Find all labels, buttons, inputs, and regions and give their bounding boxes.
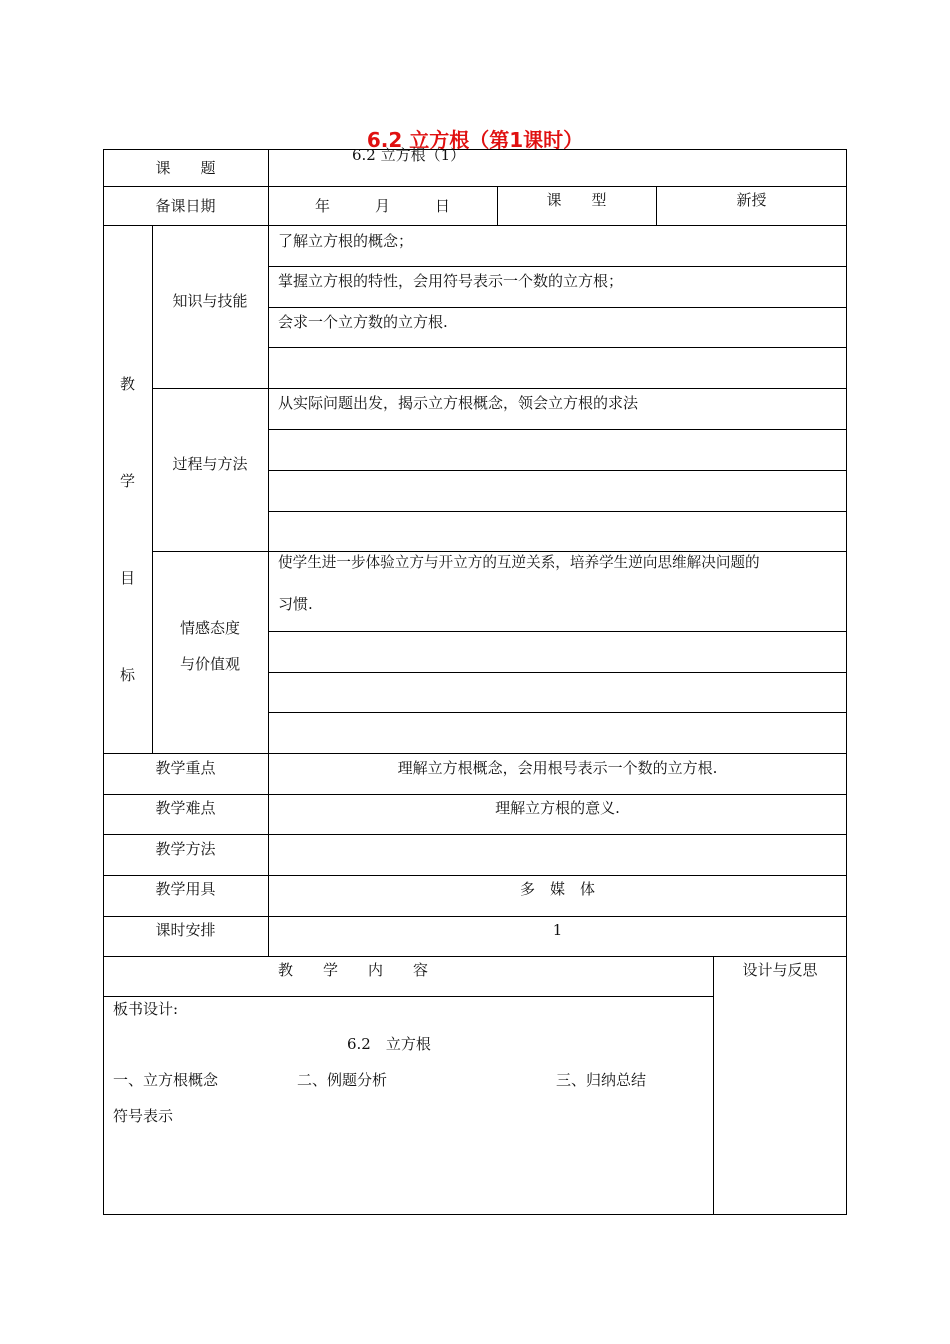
row-label-tools: 教学用具 (155, 880, 216, 898)
board-item-4: 符号表示 (113, 1107, 174, 1125)
board-design-label: 板书设计: (113, 1000, 179, 1018)
date-label: 备课日期 (155, 197, 216, 215)
side-label-char-3: 目 (119, 569, 135, 587)
board-item-2: 二、例题分析 (297, 1071, 388, 1089)
type-label: 课 型 (546, 191, 607, 209)
row-label-key-point: 教学重点 (155, 759, 216, 777)
emotion-label-2: 与价值观 (179, 655, 240, 673)
board-title: 6.2 立方根 (347, 1035, 431, 1053)
row-value-key-point: 理解立方根概念，会用根号表示一个数的立方根. (397, 759, 718, 777)
topic-value: 6.2 立方根（1） (352, 146, 466, 164)
row-value-schedule: 1 (552, 921, 563, 939)
row-label-schedule: 课时安排 (155, 921, 216, 939)
date-value: 年 月 日 (314, 197, 450, 215)
row-value-tools: 多 媒 体 (519, 880, 595, 898)
side-label-char-4: 标 (119, 666, 135, 684)
page-title: 6.2 立方根（第1课时） (366, 128, 584, 152)
knowledge-row-3: 会求一个立方数的立方根. (278, 313, 448, 331)
knowledge-label: 知识与技能 (172, 292, 248, 310)
emotion-text-1: 使学生进一步体验立方与开立方的互逆关系，培养学生逆向思维解决问题的 (278, 554, 760, 571)
knowledge-row-1: 了解立方根的概念； (278, 232, 414, 250)
process-label: 过程与方法 (172, 455, 248, 473)
row-value-difficulty: 理解立方根的意义. (495, 799, 620, 817)
content-header: 教 学 内 容 (277, 961, 428, 979)
side-label-char-1: 教 (119, 375, 135, 393)
topic-label: 课 题 (155, 159, 216, 177)
board-item-1: 一、立方根概念 (113, 1071, 219, 1089)
emotion-text-2: 习惯. (278, 595, 313, 613)
side-label-char-2: 学 (119, 472, 135, 490)
board-item-3: 三、归纳总结 (556, 1071, 647, 1089)
row-label-difficulty: 教学难点 (155, 799, 216, 817)
reflection-header: 设计与反思 (742, 961, 818, 979)
row-label-method: 教学方法 (155, 840, 216, 858)
knowledge-row-2: 掌握立方根的特性，会用符号表示一个数的立方根； (278, 272, 624, 290)
process-row-1: 从实际问题出发，揭示立方根概念，领会立方根的求法 (278, 394, 639, 412)
type-value: 新授 (736, 191, 767, 209)
emotion-label-1: 情感态度 (179, 619, 240, 637)
